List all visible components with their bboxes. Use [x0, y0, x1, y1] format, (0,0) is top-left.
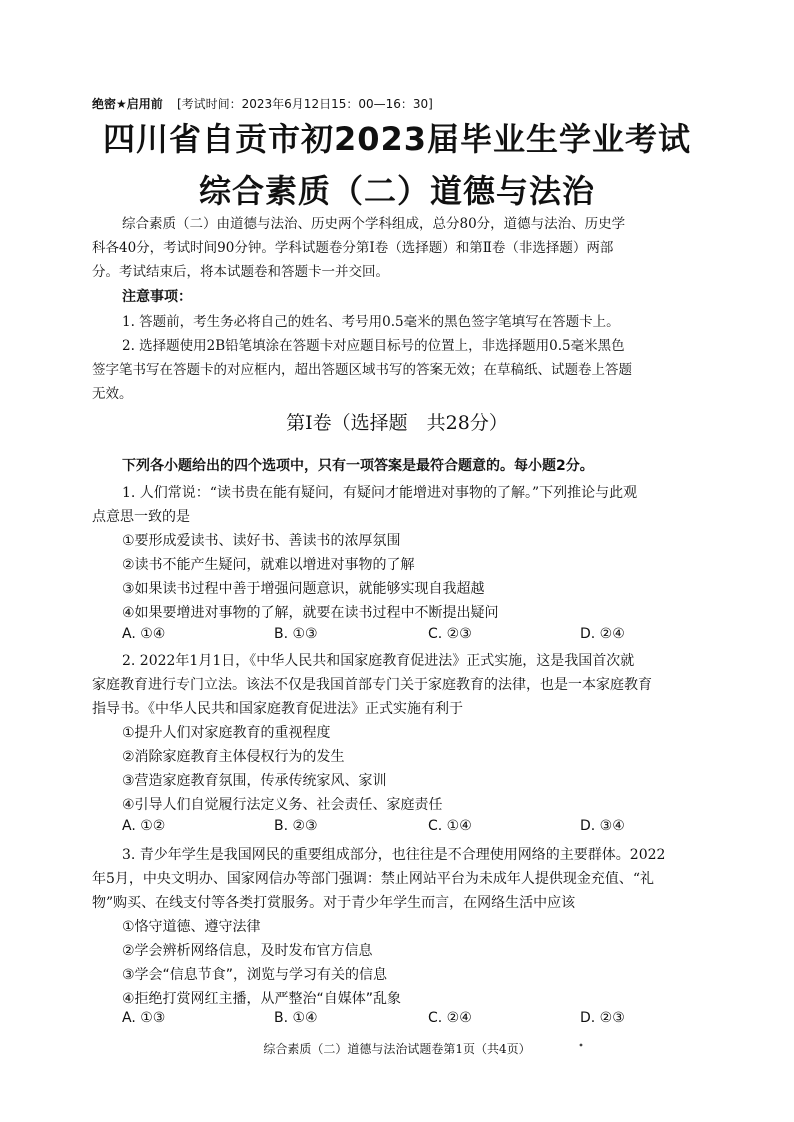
question-1-item-1: ①要形成爱读书、读好书、善读书的浓厚氛围: [122, 533, 401, 549]
question-2-choice-a: A. ①②: [122, 818, 166, 834]
question-3-item-3: ③学会“信息节食”，浏览与学习有关的信息: [122, 967, 388, 983]
question-3-stem-line-2: 年5月，中央文明办、国家网信办等部门强调：禁止网站平台为未成年人提供现金充值、“礼: [92, 871, 655, 887]
section-title: 第Ⅰ卷（选择题 共28分）: [286, 412, 508, 434]
intro-line-3: 分。考试结束后，将本试题卷和答题卡一并交回。: [92, 264, 389, 280]
note-1: 1. 答题前，考生务必将自己的姓名、考号用0.5毫米的黑色签字笔填写在答题卡上。: [122, 314, 620, 330]
question-2-item-4: ④引导人们自觉履行法定义务、社会责任、家庭责任: [122, 797, 443, 813]
question-3-stem-line-3: 物”购买、在线支付等各类打赏服务。对于青少年学生而言，在网络生活中应该: [92, 895, 576, 911]
note-2-line-1: 2. 选择题使用2B铅笔填涂在答题卡对应题目标号的位置上，非选择题用0.5毫米黑色: [122, 338, 625, 354]
question-3-choice-d: D. ②③: [580, 1010, 625, 1026]
question-2-item-1: ①提升人们对家庭教育的重视程度: [122, 725, 331, 741]
scan-artifact-icon: [578, 1042, 584, 1048]
question-1-choice-d: D. ②④: [580, 626, 625, 642]
question-1-item-4: ④如果要增进对事物的了解，就要在读书过程中不断提出疑问: [122, 605, 499, 621]
question-3-stem-line-1: 3. 青少年学生是我国网民的重要组成部分，也往往是不合理使用网络的主要群体。2022: [122, 847, 666, 863]
question-2-choice-d: D. ③④: [580, 818, 625, 834]
note-2-line-2: 签字笔书写在答题卡的对应框内，超出答题区域书写的答案无效；在草稿纸、试题卷上答题: [92, 362, 632, 378]
classification-label: 绝密★启用前: [92, 97, 163, 111]
question-3-item-1: ①恪守道德、遵守法律: [122, 919, 261, 935]
question-2-stem-line-3: 指导书。《中华人民共和国家庭教育促进法》正式实施有利于: [92, 701, 463, 717]
question-2-item-3: ③营造家庭教育氛围，传承传统家风、家训: [122, 773, 387, 789]
question-3-choice-a: A. ①③: [122, 1010, 166, 1026]
question-2-item-2: ②消除家庭教育主体侵权行为的发生: [122, 749, 345, 765]
intro-line-2: 科各40分，考试时间90分钟。学科试题卷分第Ⅰ卷（选择题）和第Ⅱ卷（非选择题）两部: [92, 240, 614, 256]
question-3-item-2: ②学会辨析网络信息，及时发布官方信息: [122, 943, 373, 959]
exam-time: [考试时间：2023年6月12日15：00—16：30]: [176, 97, 433, 111]
exam-header: [92, 95, 433, 112]
question-2-stem-line-1: 2. 2022年1月1日，《中华人民共和国家庭教育促进法》正式实施，这是我国首次就: [122, 653, 635, 669]
question-3-choice-b: B. ①④: [274, 1010, 318, 1026]
question-1-choice-c: C. ②③: [428, 626, 472, 642]
question-2-stem-line-2: 家庭教育进行专门立法。该法不仅是我国首部专门关于家庭教育的法律，也是一本家庭教育: [92, 677, 652, 693]
intro-line-1: 综合素质（二）由道德与法治、历史两个学科组成，总分80分，道德与法治、历史学: [122, 216, 626, 232]
question-3-choice-c: C. ②④: [428, 1010, 472, 1026]
note-2-line-3: 无效。: [92, 386, 133, 402]
notes-heading: 注意事项：: [122, 289, 192, 305]
question-1-choice-a: A. ①④: [122, 626, 166, 642]
question-2-choice-b: B. ②③: [274, 818, 318, 834]
question-1-choice-b: B. ①③: [274, 626, 318, 642]
exam-title: 四川省自贡市初2023届毕业生学业考试: [102, 120, 692, 158]
question-1-stem-line-2: 点意思一致的是: [92, 509, 190, 525]
question-1-item-3: ③如果读书过程中善于增强问题意识，就能够实现自我超越: [122, 581, 485, 597]
section-instruction: 下列各小题给出的四个选项中，只有一项答案是最符合题意的。每小题2分。: [122, 458, 594, 474]
question-1-item-2: ②读书不能产生疑问，就难以增进对事物的了解: [122, 557, 415, 573]
question-1-stem-line-1: 1. 人们常说：“读书贵在能有疑问，有疑问才能增进对事物的了解。”下列推论与此观: [122, 485, 638, 501]
page-footer: 综合素质（二）道德与法治试题卷第1页（共4页）: [263, 1042, 531, 1056]
question-3-item-4: ④拒绝打赏网红主播，从严整治“自媒体”乱象: [122, 991, 402, 1007]
question-2-choice-c: C. ①④: [428, 818, 472, 834]
exam-subtitle: 综合素质（二）道德与法治: [198, 172, 595, 210]
